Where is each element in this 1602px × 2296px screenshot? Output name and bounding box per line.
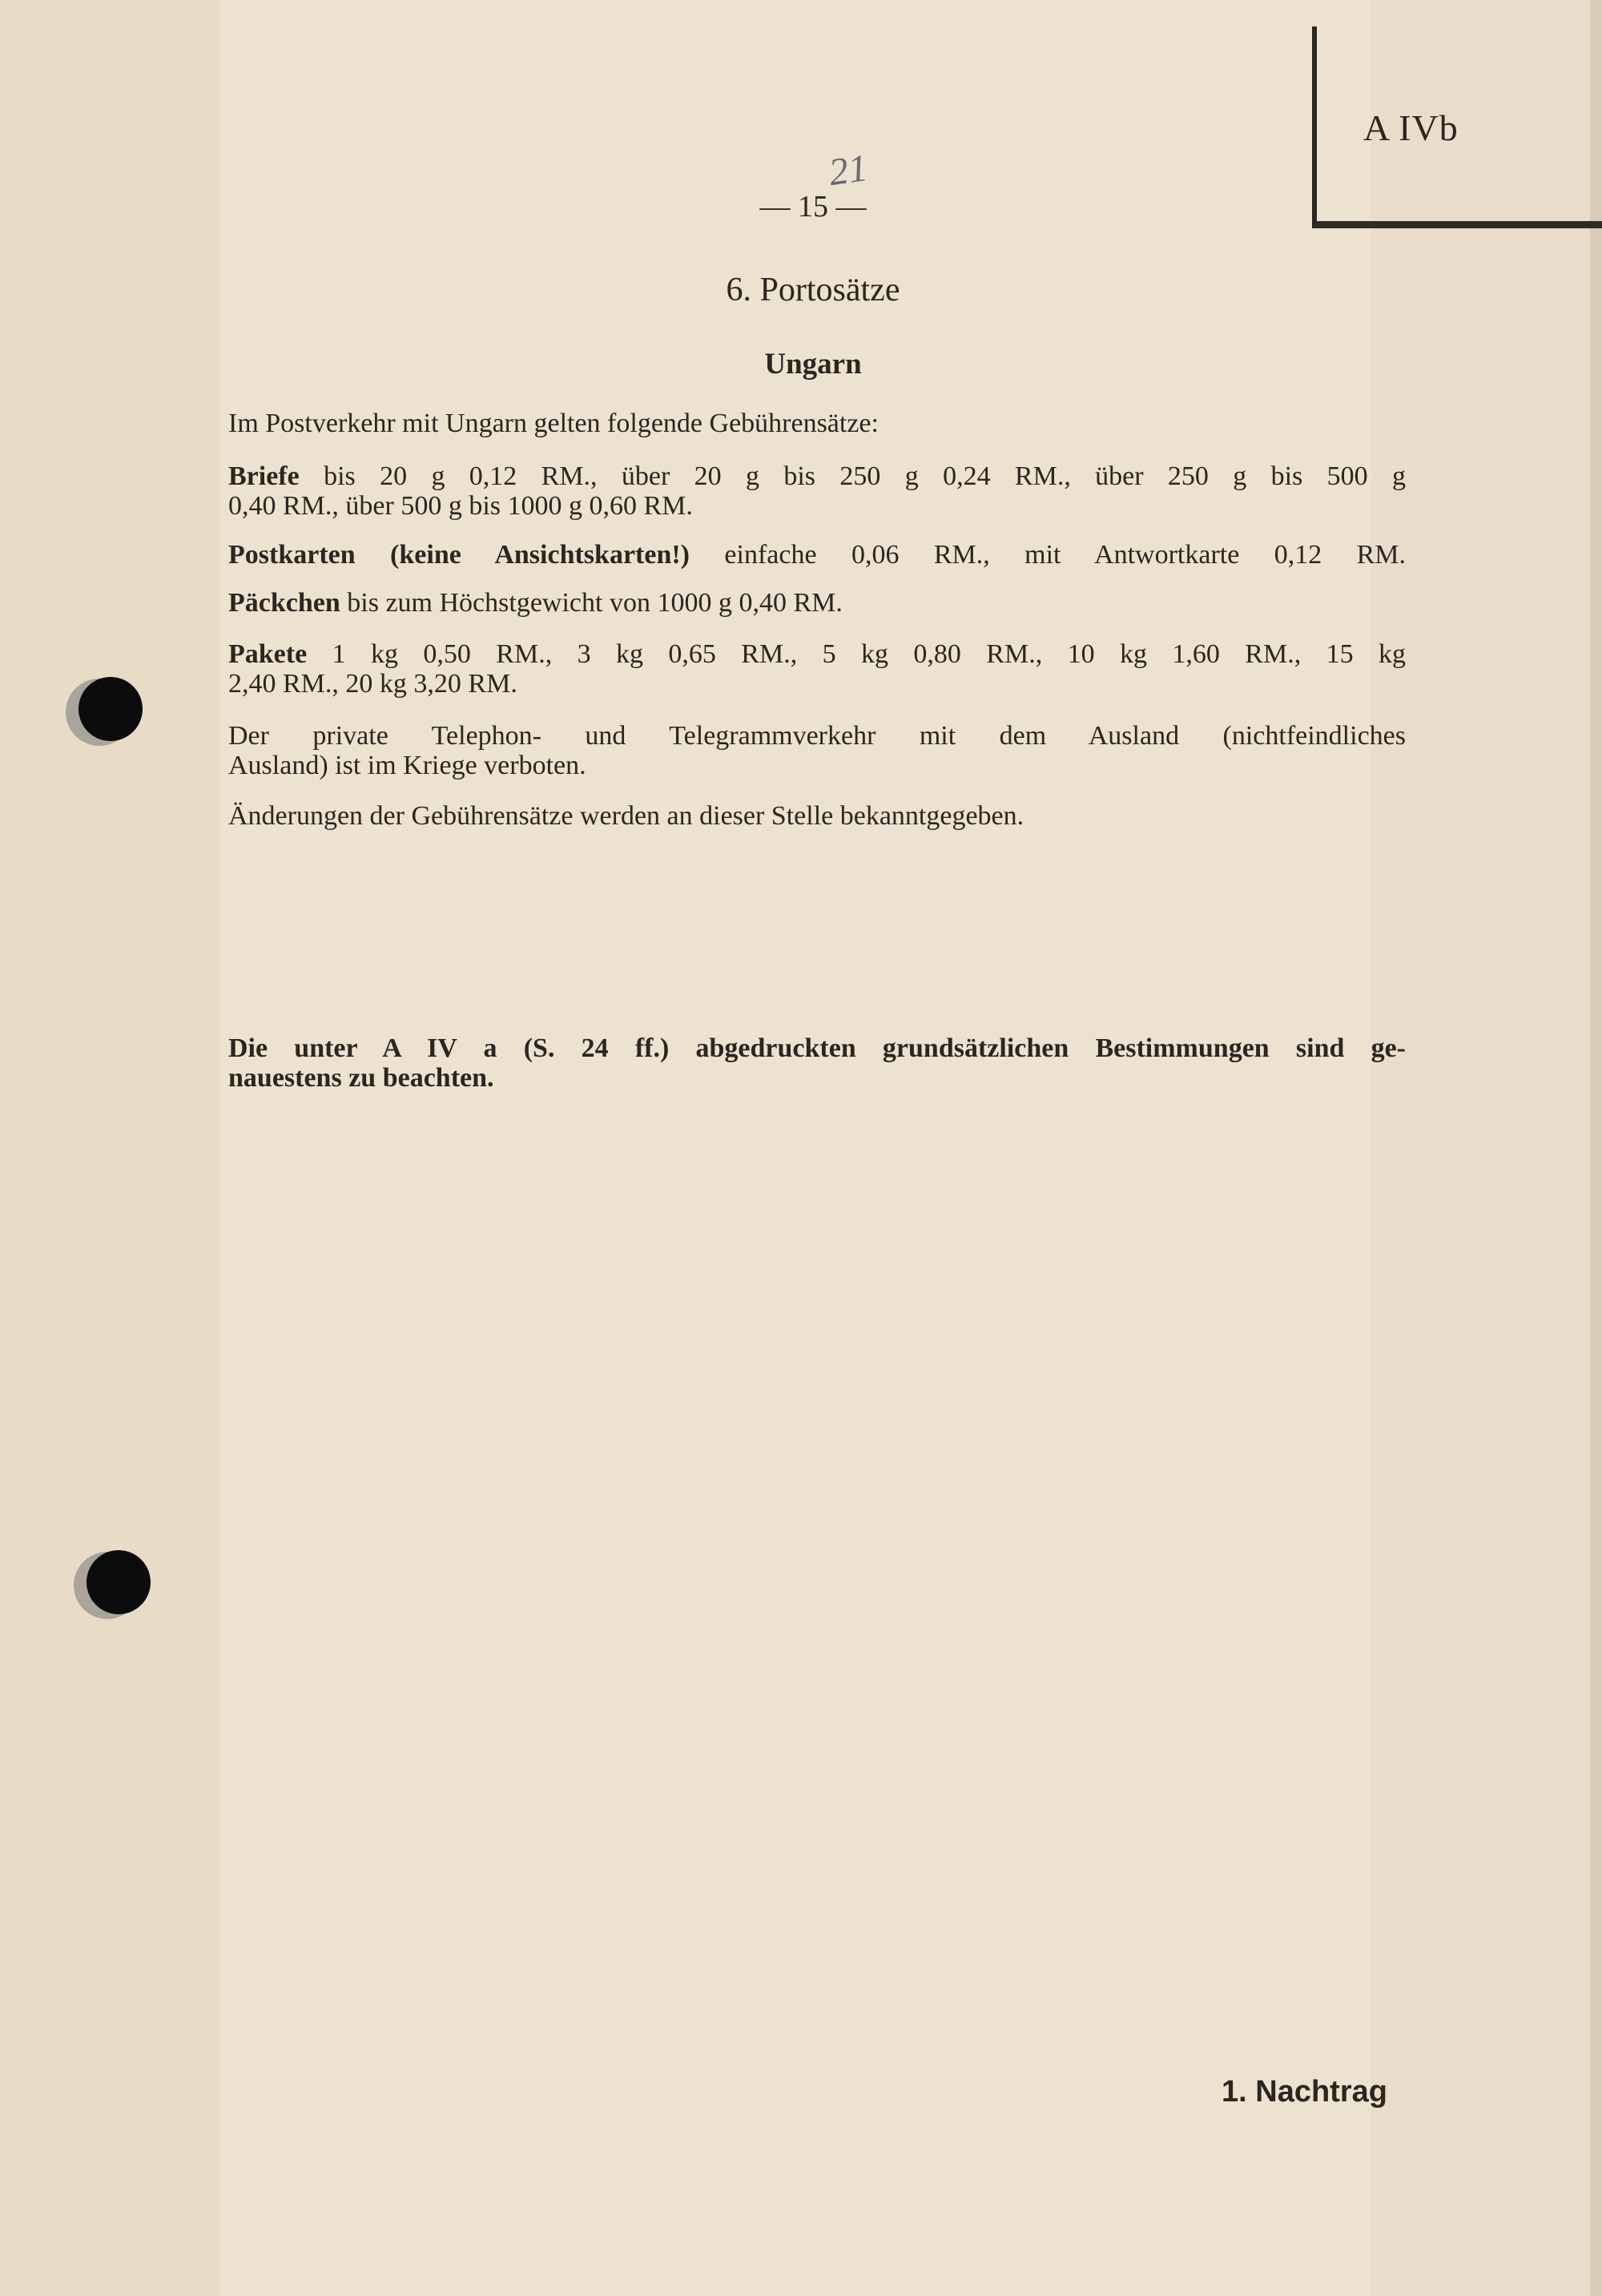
intro-text: Im Postverkehr mit Ungarn gelten folgende Gebührensätze: <box>228 409 879 438</box>
pakete-text-1: 1 kg 0,50 RM., 3 kg 0,65 RM., 5 kg 0,80 RM., 10 kg 1,60 RM., 15 kg <box>332 639 1407 669</box>
paeckchen-paragraph <box>228 588 1406 618</box>
briefe-paragraph <box>228 461 1406 521</box>
paper-edge <box>1590 0 1602 2296</box>
briefe-line-2: 0,40 RM., über 500 g bis 1000 g 0,60 RM. <box>228 491 693 521</box>
aenderungen-paragraph <box>228 801 1406 831</box>
pakete-line-1 <box>228 639 1406 669</box>
postkarten-label: Postkarten (keine Ansichtskarten!) <box>228 540 690 570</box>
section-tab-label: A IVb <box>1363 107 1459 148</box>
section-subtitle: Ungarn <box>764 348 862 381</box>
pakete-paragraph <box>228 639 1406 699</box>
pakete-line-2: 2,40 RM., 20 kg 3,20 RM. <box>228 669 517 699</box>
paper-left-margin <box>0 0 220 2296</box>
punch-hole-icon <box>78 677 143 741</box>
postkarten-line <box>228 540 1406 570</box>
postkarten-paragraph <box>228 540 1406 570</box>
pakete-label: Pakete <box>228 639 308 669</box>
postkarten-text: einfache 0,06 RM., mit Antwortkarte 0,12 RM. <box>724 540 1407 570</box>
section-title: 6. Portosätze <box>726 272 900 308</box>
telephon-line-2: Ausland) ist im Kriege verboten. <box>228 751 586 780</box>
telephon-paragraph <box>228 721 1406 780</box>
aenderungen-text: Änderungen der Gebührensätze werden an dieser Stelle bekanntgegeben. <box>228 801 1024 831</box>
paeckchen-label: Päckchen <box>228 588 340 618</box>
supplement-label: 1. Nachtrag <box>1222 2075 1387 2109</box>
briefe-label: Briefe <box>228 461 300 491</box>
handwritten-page-number: 21 <box>826 146 871 195</box>
punch-hole-icon <box>87 1550 151 1614</box>
telephon-line-1: Der private Telephon- und Telegrammverkehr mit dem Ausland (nichtfeindliches <box>228 721 1406 751</box>
paeckchen-line <box>228 588 1406 618</box>
briefe-text-1: bis 20 g 0,12 RM., über 20 g bis 250 g 0,24 RM., über 250 g bis 500 g <box>324 461 1407 491</box>
paper-right-margin <box>1371 0 1602 2296</box>
hinweis-paragraph <box>228 1033 1406 1093</box>
page-number: — 15 — <box>759 190 867 224</box>
paeckchen-text: bis zum Höchstgewicht von 1000 g 0,40 RM. <box>347 588 843 618</box>
briefe-line-1 <box>228 461 1406 491</box>
hinweis-line-1: Die unter A IV a (S. 24 ff.) abgedruckten grundsätzlichen Bestimmungen sind ge- <box>228 1033 1406 1063</box>
intro-paragraph <box>228 409 1406 438</box>
hinweis-line-2: nauestens zu beachten. <box>228 1063 494 1093</box>
